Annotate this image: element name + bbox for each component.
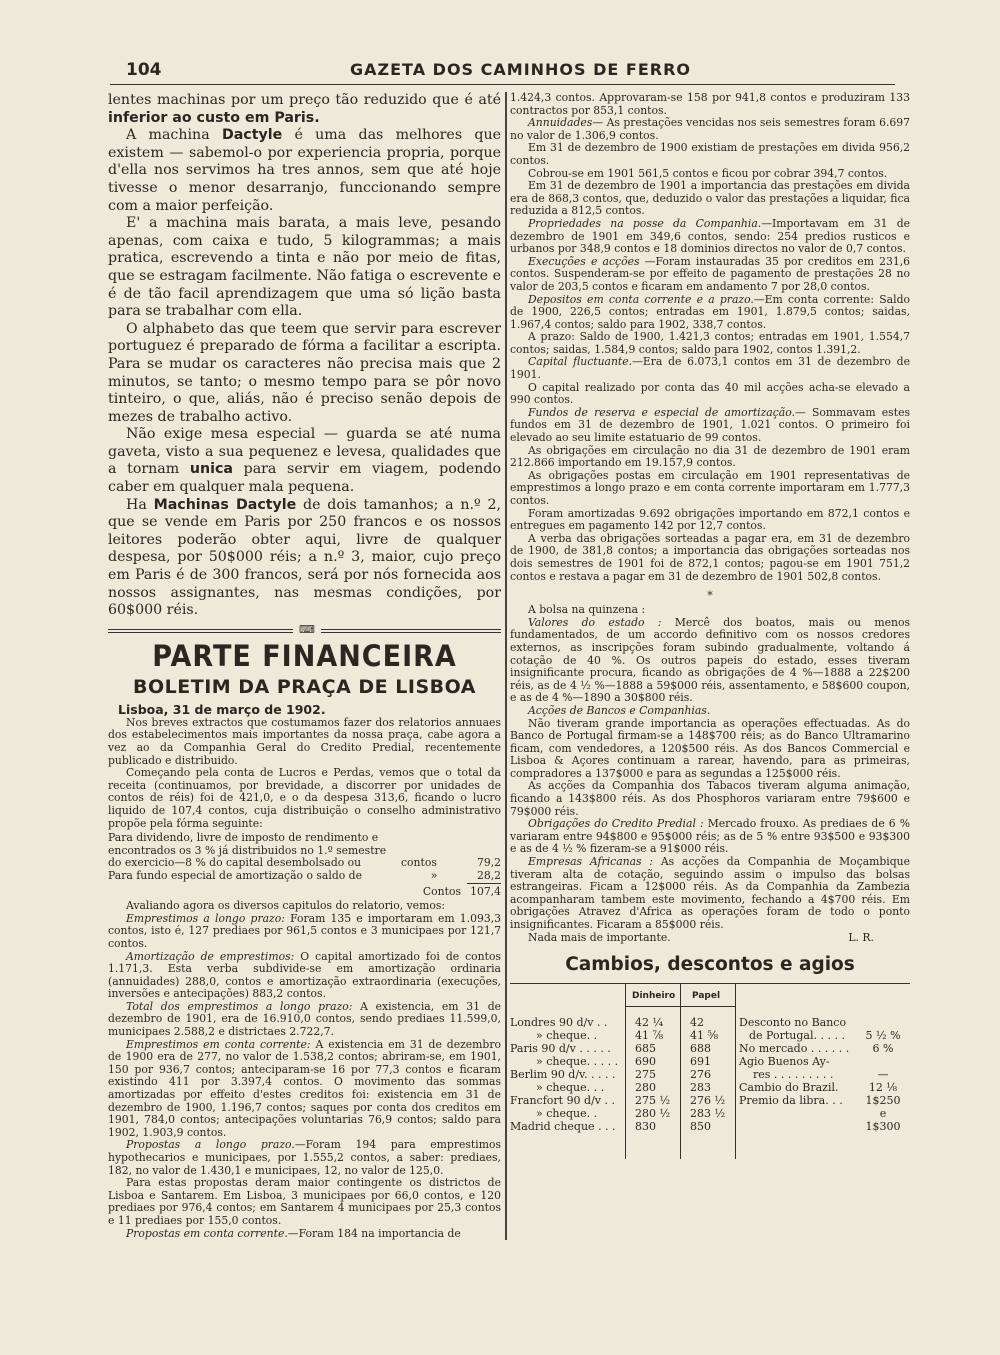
fx-label: Francfort 90 d/v . .	[510, 1094, 616, 1108]
report-paragraph-9: A prazo: Saldo de 1900, 1.421,3 contos; entradas em 1901, 1.554,7 contos; saidas, 1.584,9 contos; saldo para 1902, contos 1.391,2.	[510, 330, 910, 356]
report-paragraph-16: A verba das obrigações sorteadas a pagar era, em 31 de dezembro de 1900, de 381,8 contos; a importancia das obrigações sorteadas nos dois semestres de 1901 foi de 872,1 contos; pagou-se em 1901 751,2 contos e restava a pagar em 31 de dezembro de 1901 502,8 contos.	[510, 531, 910, 583]
advert-paragraph-5: Não exige mesa especial — guarda se até numa gaveta, visto a sua pequenez e levesa, qualidades que a tornam unica para servir em viagem, podendo caber em qualquer mala pequena.	[108, 426, 502, 496]
finance-paragraph-4: Emprestimos a longo prazo: Foram 135 e importaram em 1.093,3 contos, isto é, 127 prediaes por 961,5 contos e 3 municipaes por 121,7 contos.	[108, 911, 501, 950]
finance-paragraph-1: Nos breves extractos que costumamos fazer dos relatorios annuaes dos estabelecimentos mais importantes da nossa praça, cabe agora a vez ao da Companhia Geral do Credito Predial, recentemente publicado e distribuido.	[108, 715, 501, 767]
fx-value: 685	[635, 1042, 656, 1056]
table-rule	[625, 984, 626, 1159]
dist-label: Para dividendo, livre de imposto de rendimento e encontrados os 3 % já distribuidos no 1.º semestre do exercicio—8 % do capital desembolsado ou	[108, 831, 387, 870]
finance-paragraph-7: Emprestimos em conta corrente: A existencia em 31 de dezembro de 1900 era de 277, no valor de 1.538,2 contos; abriram-se, em 1901, 150 por 936,7 contos; anteciparam-se 16 por 77,3 contos e ficaram existindo 411 por 3.397,4 contos. O movimento das sommas amortizadas por effeito d'estes creditos foi: existencia em 31 de dezembro de 1900, 1.196,7 contos; saques por conta dos creditos em 1901, 784,0 contos; antecipações voluntarias 76,9 contos; saldo para 1902, 1.903,9 contos.	[108, 1037, 501, 1139]
fx-label: Berlim 90 d/v. . . . .	[510, 1068, 616, 1082]
fx-value: 830	[635, 1120, 656, 1134]
finance-paragraph-8: Propostas a longo prazo.—Foram 194 para emprestimos hypothecarios e municipaes, por 1.555,2 contos, a saber: prediaes, 182, no valor de 1.430,1 e municipaes, 12, no valor de 125,0.	[108, 1138, 501, 1177]
dist-unit: contos	[401, 856, 437, 870]
report-paragraph-11: O capital realizado por conta das 40 mil acções acha-se elevado a 990 contos.	[510, 380, 910, 407]
report-paragraph-10: Capital fluctuante.—Era de 6.073,1 contos em 31 de dezembro de 1901.	[510, 355, 910, 382]
report-paragraph-6: Propriedades na posse da Companhia.—Importavam em 31 de dezembro de 1901 em 349,6 contos, sendo: 254 predios rusticos e urbanos por 348,9 contos e 18 dominios directos no valor de 0,7 contos.	[510, 216, 910, 256]
fx-right-labels	[739, 1016, 849, 1107]
fx-papel	[690, 1016, 725, 1133]
fx-value: 42	[690, 1016, 704, 1030]
fx-value: 690	[635, 1055, 656, 1069]
fx-value: 691	[690, 1055, 711, 1069]
report-paragraph-2: Annuidades— As prestações vencidas nos seis semestres foram 6.697 no valor de 1.306,9 contos.	[510, 116, 910, 142]
fx-label: » cheque. . .	[536, 1081, 605, 1095]
bolsa-paragraph-1: A bolsa na quinzena :	[528, 603, 646, 617]
column-divider	[505, 92, 507, 1240]
report-paragraph-15: Foram amortizadas 9.692 obrigações importando em 872,1 contos e entregues em pagamento 142 por 12,7 contos.	[510, 506, 910, 533]
table-row	[108, 883, 501, 898]
advert-paragraph-4: O alphabeto das que teem que servir para escrever portuguez é preparado de fórma a facilitar a escripta. Para se mudar os caracteres não precisa mais que 2 minutos, se tanto; o mesmo tempo para se pôr novo tinteiro, o que, aliás, não é preciso senão depois de mezes de trabalho activo.	[108, 320, 501, 425]
fx-value: 1$300	[865, 1120, 901, 1134]
typewriter-icon: ⌨	[293, 623, 321, 636]
advert-paragraph-3: E' a machina mais barata, a mais leve, pesando apenas, com caixa e tudo, 5 kilogrammas; a mais pratica, escrevendo a tinta e não por meio de fitas, que se estragam facilmente. Não fatiga o escrevente e é de tão facil aprendizagem que uma só lição basta para se trabalhar com ella.	[108, 215, 501, 320]
fx-value: 283 ½	[690, 1107, 726, 1121]
report-paragraph-4: Cobrou-se em 1901 561,5 contos e ficou por cobrar 394,7 contos.	[528, 166, 888, 180]
left-column	[108, 92, 501, 1240]
report-paragraph-3: Em 31 de dezembro de 1900 existiam de prestações em divida 956,2 contos.	[510, 141, 910, 167]
fx-value: 850	[690, 1120, 711, 1134]
table-row	[108, 870, 501, 883]
signoff	[528, 932, 874, 945]
fx-label: de Portugal. . . . .	[749, 1029, 845, 1043]
table-rule	[680, 984, 681, 1159]
finance-paragraph-6: Total dos emprestimos a longo prazo: A existencia, em 31 de dezembro de 1901, era de 16.910,0 contos, sendo prediaes 11.599,0, municipaes 2.588,2 e districtaes 2.722,7.	[108, 999, 501, 1039]
fx-label: res . . . . . . . . .	[753, 1068, 834, 1082]
fx-label: Paris 90 d/v . . . . .	[510, 1042, 611, 1056]
cambios-title: Cambios, descontos e agios	[565, 954, 855, 976]
dist-unit: »	[430, 869, 438, 883]
report-paragraph-5: Em 31 de dezembro de 1901 a importancia das prestações em divida era de 868,3 contos, que, deduzido o valor das prestações a liquidar, fica reduzida a 812,5 contos.	[510, 179, 910, 218]
fx-label: » cheque. .	[536, 1029, 598, 1043]
finance-paragraph-9: Para estas propostas deram maior contingente os districtos de Lisboa e Santarem. Em Lisboa, 3 municipaes por 66,0 contos, e 120 prediaes por 976,4 contos; em Santarem 4 municipaes por 25,3 contos e 11 prediaes por 155,0 contos.	[108, 1176, 501, 1227]
fx-label: Premio da libra. . .	[739, 1094, 843, 1108]
fx-value: 688	[690, 1042, 711, 1056]
fx-label: Cambio do Brazil.	[739, 1081, 839, 1095]
fx-dinheiro	[635, 1016, 670, 1133]
col-header-dinheiro: Dinheiro	[632, 991, 676, 1002]
bolsa-paragraph-2: Valores do estado : Mercê dos boatos, mais ou menos fundamentados, de um accordo definitivo com os nossos credores externos, as inscripções foram subindo gradualmente, voltando á cotação de 40 %. Os outros papeis do estado, esses tiveram insignificante procura, ficando as obrigações de 4 %—1888 a 22$200 réis, as de 4 ½ %—1888 a 59$000 réis, assentamento, e 58$600 coupon, e as de 4 %—1890 a 30$800 réis.	[510, 615, 910, 705]
advert-paragraph-2: A machina Dactyle é uma das melhores que existem — sabemol-o por experiencia propria, porque d'ella nos servimos ha tres annos, sem que até hoje tivesse o menor desarranjo, funccionando sempre com a maior perfeição.	[108, 127, 501, 214]
table-rule	[735, 984, 736, 1159]
finance-paragraph-2: Começando pela conta de Lucros e Perdas, vemos que o total da receita (continuamos, por brevidade, a discorrer por unidades de contos de réis) foi de 421,0, e o da despesa 313,6, ficando o lucro liquido de 107,4 contos, cuja distribuição o conselho administrativo propõe pela fórma seguinte:	[108, 766, 501, 830]
dist-label: Para fundo especial de amortização o saldo de	[108, 869, 362, 883]
report-paragraph-7: Execuções e acções —Foram instauradas 35 por creditos em 231,6 contos. Suspenderam-se por effeito de pagamento de prestações 28 no valor de 203,5 contos e ficaram em andamento 7 por 28,0 contos.	[510, 254, 910, 293]
page-header	[110, 58, 895, 85]
fx-right-values	[858, 1016, 908, 1133]
fx-label: » cheque. . . . .	[536, 1055, 619, 1069]
fx-label: Madrid cheque . . .	[510, 1120, 616, 1134]
profit-distribution-table	[108, 832, 501, 898]
finance-paragraph-5: Amortização de emprestimos: O capital amortizado foi de contos 1.171,3. Esta verba subdivide-se em amortização ordinaria (annuidades) 288,0, contos e amortização extraordinaria (execuções, inversões e antecipações) 883,2 contos.	[108, 949, 502, 1001]
dist-total-amount: 107,4	[467, 883, 501, 898]
section-ornament	[108, 622, 501, 636]
report-paragraph-8: Depositos em conta corrente e a prazo.—Em conta corrente: Saldo de 1900, 226,5 contos; entradas em 1901, 1.879,5 contos; saidas, 1.967,4 contos; saldo para 1902, 338,7 contos.	[510, 292, 910, 331]
fx-value: 12 ⅛	[868, 1081, 898, 1095]
fx-label: Desconto no Banco	[739, 1016, 847, 1030]
report-paragraph-13: As obrigações em circulação no dia 31 de dezembro de 1901 eram 212.866 importando em 19.157,9 contos.	[510, 443, 910, 470]
fx-value: 41 ⅝	[690, 1029, 719, 1043]
report-paragraph-12: Fundos de reserva e especial de amortização.— Sommavam estes fundos em 31 de dezembro de 1901, 1.021 contos. O primeiro foi elevado ao seu limite estatuario de 99 contos.	[510, 405, 910, 445]
section-title: PARTE FINANCEIRA	[152, 639, 457, 674]
fx-value: 5 ½ %	[865, 1029, 901, 1043]
fx-label: » cheque. .	[536, 1107, 598, 1121]
fx-label: Agio Buenos Ay-	[739, 1055, 830, 1069]
fx-value: 276 ½	[690, 1094, 726, 1108]
fx-value: e	[879, 1107, 887, 1121]
signature: L. R.	[848, 930, 874, 944]
finance-paragraph-10: Propostas em conta corrente.—Foram 184 na importancia de	[126, 1226, 461, 1240]
dist-amount: 79,2	[476, 856, 501, 870]
fx-value: 275 ½	[635, 1094, 671, 1108]
fx-value: 41 ⅞	[635, 1029, 664, 1043]
right-column	[510, 92, 910, 1159]
fx-value	[858, 1055, 908, 1068]
fx-value: 275	[635, 1068, 656, 1082]
report-paragraph-14: As obrigações postas em circulação em 1901 representativas de emprestimos a longo prazo e em conta corrente importaram em 1.777,3 contos.	[510, 468, 910, 507]
fx-value: 276	[690, 1068, 711, 1082]
section-subtitle: BOLETIM DA PRAÇA DE LISBOA	[133, 675, 476, 698]
fx-labels	[510, 1016, 618, 1133]
bolsa-paragraph-6: Empresas Africanas : As acções da Companhia de Moçambique tiveram alta de cotação, seguindo assim o impulso das bolsas estrangeiras. Ficam a 12$000 réis. As da Companhia da Zambezia acompanharam tambem este movimento, fechando a 4$700 réis. Em obrigações Atravez d'Africa as operações foram de todo o ponto insignificantes. Ficaram a 85$000 réis.	[510, 855, 910, 931]
journal-title: GAZETA DOS CAMINHOS DE FERRO	[350, 60, 692, 79]
col-header-papel: Papel	[692, 991, 721, 1002]
fx-label: Londres 90 d/v . .	[510, 1016, 608, 1030]
bolsa-paragraph-5: Obrigações do Credito Predial : Mercado frouxo. As prediaes de 6 % variaram entre 94$800 e 95$000 réis; as de 5 % entre 93$500 e 93$300 e as de 4 ½ % fizeram-se a 91$000 réis.	[510, 817, 910, 856]
fx-value: 283	[690, 1081, 711, 1095]
table-row	[108, 832, 501, 870]
dateline: Lisboa, 31 de março de 1902.	[118, 701, 326, 717]
exchange-rates-table	[510, 984, 910, 1159]
fx-value: 42 ¼	[635, 1016, 664, 1030]
advert-paragraph-1: lentes machinas por um preço tão reduzido que é até inferior ao custo em Paris.	[108, 92, 501, 126]
finance-paragraph-3: Avaliando agora os diversos capitulos do relatorio, vemos:	[126, 899, 445, 913]
separator-star: *	[707, 589, 713, 603]
fx-label: No mercado . . . . . .	[739, 1042, 850, 1056]
closing-line: Nada mais de importante.	[528, 930, 671, 944]
fx-value: —	[877, 1068, 889, 1082]
fx-value: 1$250	[865, 1094, 901, 1108]
bolsa-subhead: Acções de Bancos e Companhias.	[528, 703, 711, 717]
dist-total-label: Contos	[422, 884, 461, 898]
header-rule	[625, 1006, 735, 1007]
bolsa-paragraph-3: Não tiveram grande importancia as operações effectuadas. As do Banco de Portugal firmam-se a 148$700 réis; as do Banco Ultramarino ficam, com vendedores, a 120$500 réis. As dos Bancos Commercial e Lisboa & Açores continuam a rarear, havendo, para as primeiras, compradores a 137$000 e para as segundas a 125$000 réis.	[510, 716, 910, 780]
dist-amount: 28,2	[476, 868, 501, 882]
page-number: 104	[126, 60, 162, 80]
fx-value: 280	[635, 1081, 656, 1095]
fx-value: 6 %	[872, 1042, 894, 1056]
report-paragraph-1: 1.424,3 contos. Approvaram-se 158 por 941,8 contos e produziram 133 contractos por 853,1 contos.	[510, 91, 910, 117]
fx-value: 280 ½	[635, 1107, 671, 1121]
bolsa-paragraph-4: As acções da Companhia dos Tabacos tiveram alguma animação, ficando a 143$800 réis. As dos Phosphoros variaram entre 79$600 e 79$000 réis.	[510, 779, 910, 818]
advert-paragraph-6: Ha Machinas Dactyle de dois tamanhos; a n.º 2, que se vende em Paris por 250 francos e os nossos leitores poderão obter aqui, livre de qualquer despesa, por 50$000 réis; a n.º 3, maior, cujo preço em Paris é de 300 francos, será por nós fornecida aos nossos assignantes, nas mesmas condições, por 60$000 réis.	[108, 496, 502, 619]
fx-value	[858, 1016, 908, 1029]
